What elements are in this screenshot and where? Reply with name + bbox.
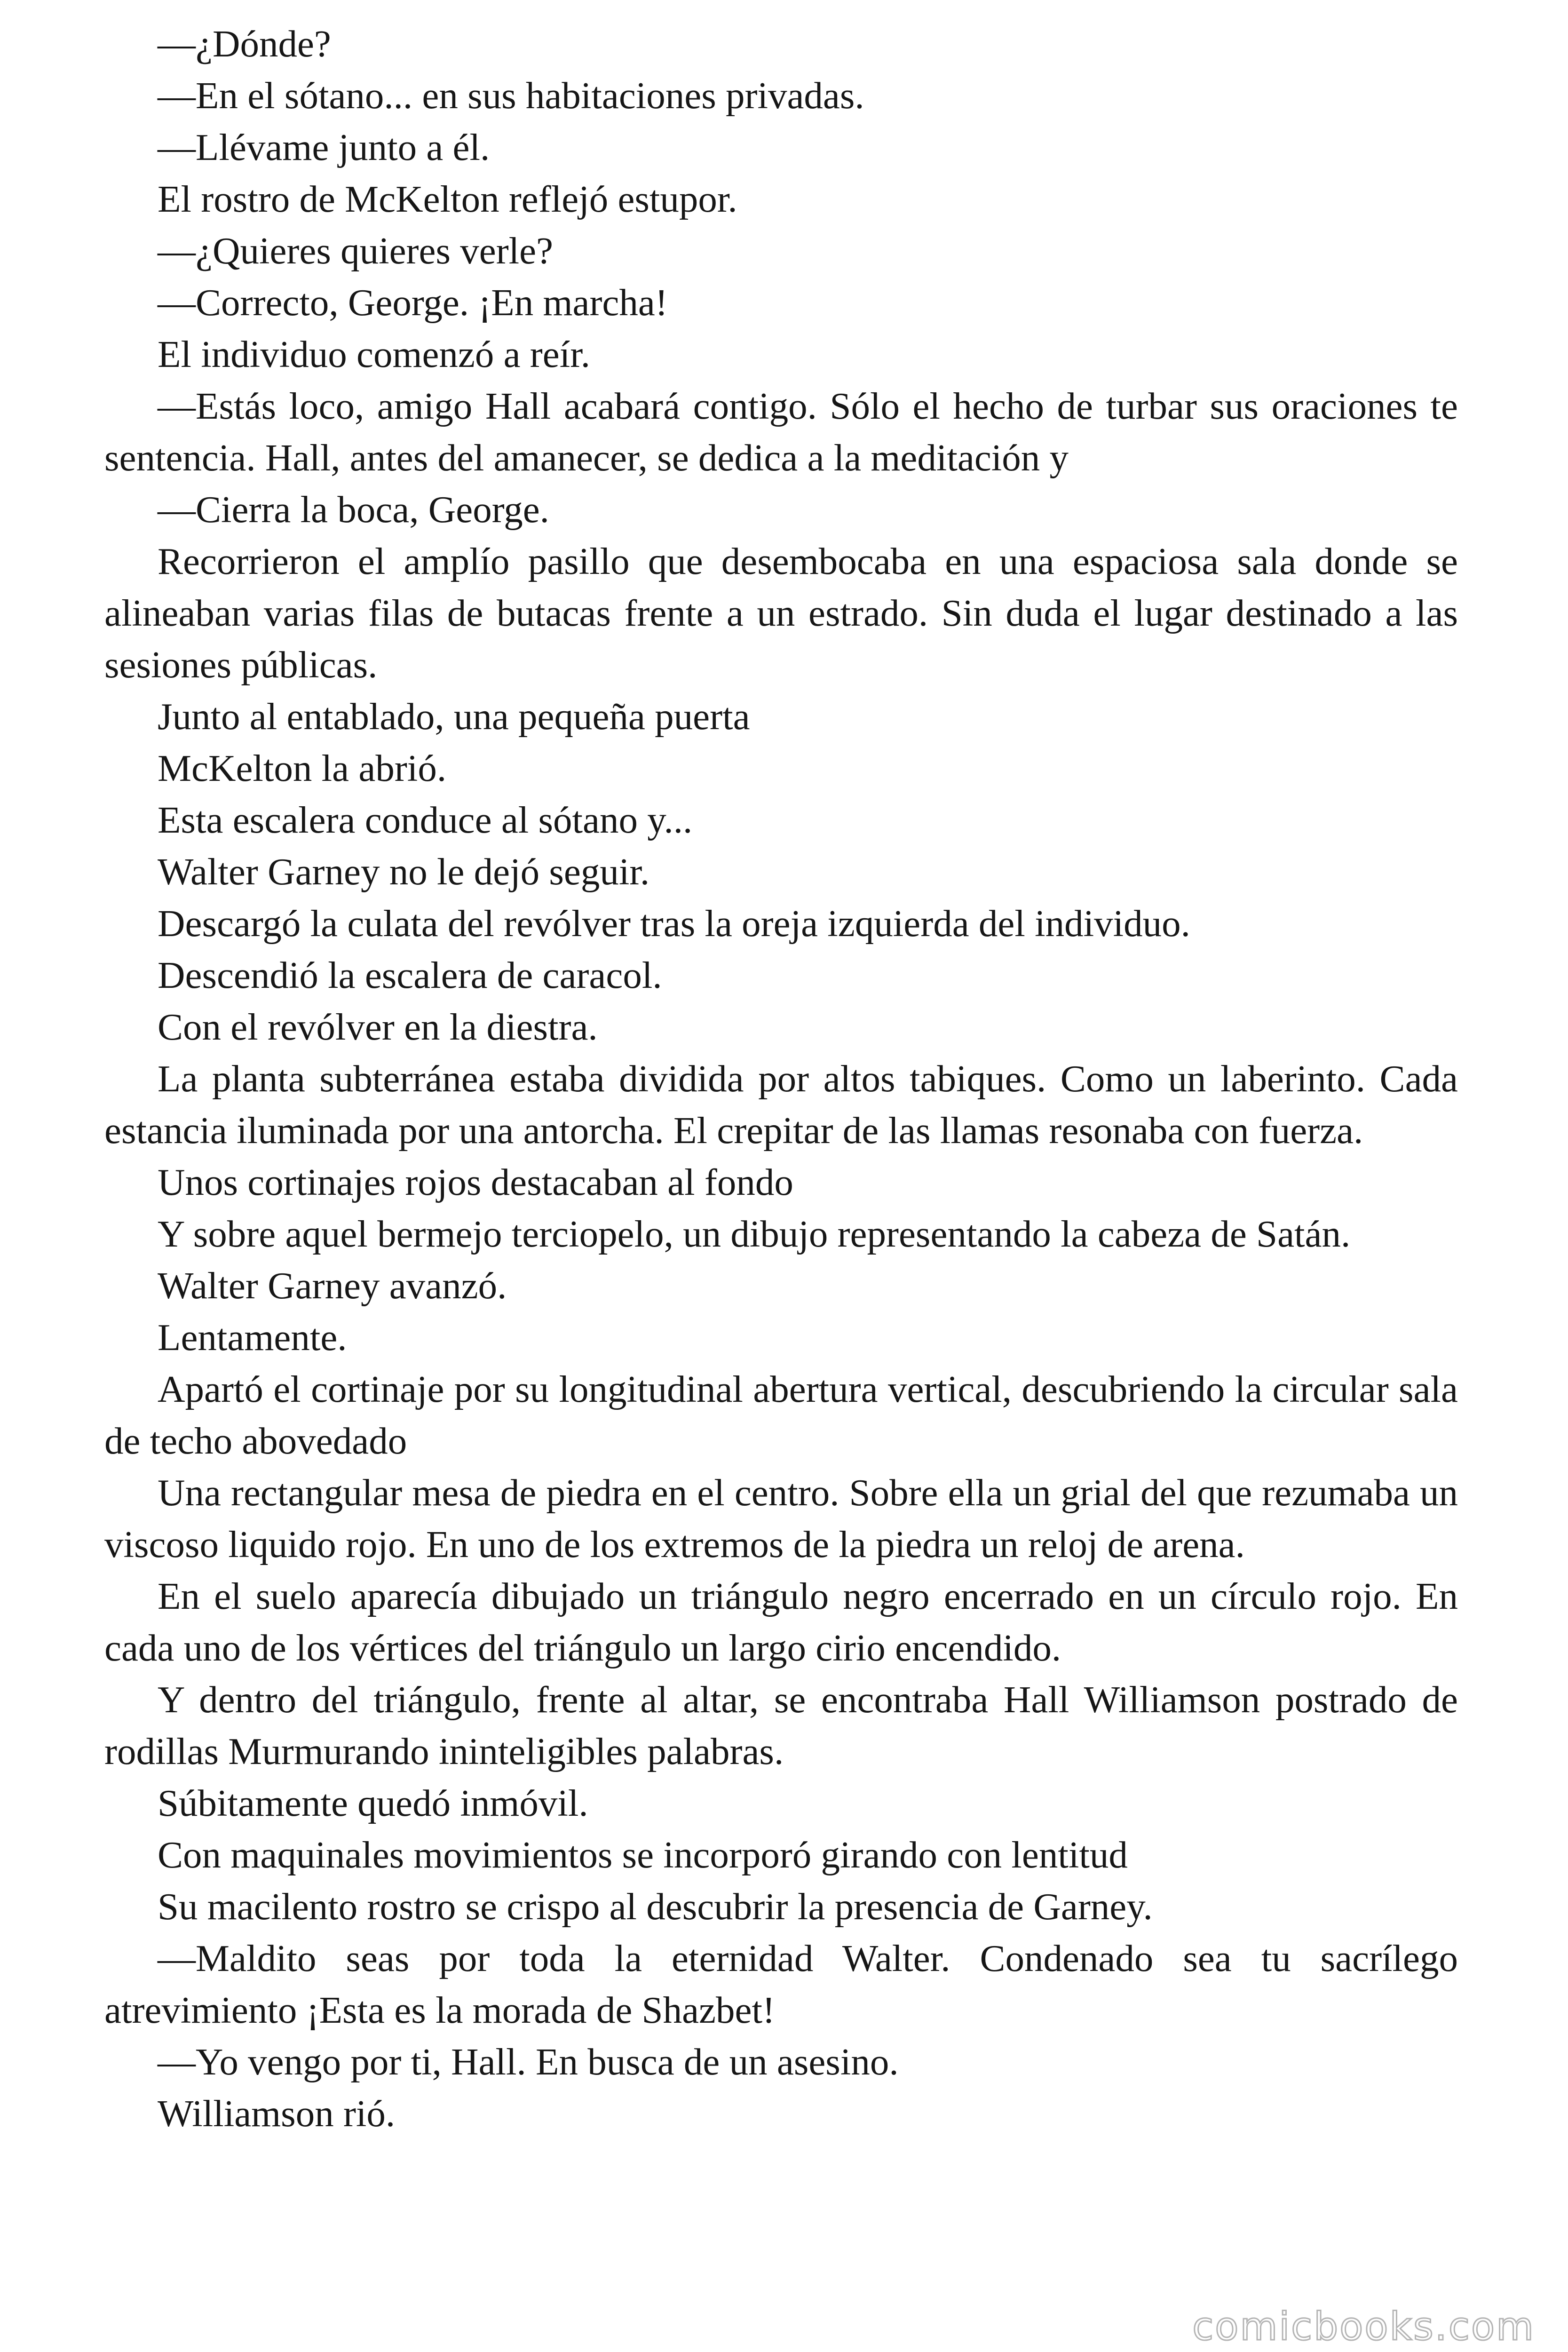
- paragraph: En el suelo aparecía dibujado un triángulo negro encerrado en un círculo rojo. En cada uno de los vértices del triángulo un largo cirio encendido.: [104, 1575, 1458, 1669]
- paragraph: Una rectangular mesa de piedra en el centro. Sobre ella un grial del que rezumaba un viscoso liquido rojo. En uno de los extremos de la piedra un reloj de arena.: [104, 1471, 1458, 1565]
- watermark: comicbooks.com: [1192, 2304, 1535, 2349]
- paragraph: —Maldito seas por toda la eternidad Walter. Condenado sea tu sacrílego atrevimiento ¡Esta es la morada de Shazbet!: [104, 1937, 1458, 2031]
- paragraph: —Estás loco, amigo Hall acabará contigo. Sólo el hecho de turbar sus oraciones te sentencia. Hall, antes del amanecer, se dedica a la meditación y: [104, 385, 1458, 479]
- paragraph: Y dentro del triángulo, frente al altar, se encontraba Hall Williamson postrado de rodillas Murmurando ininteligibles palabras.: [104, 1678, 1458, 1772]
- paragraph: —Correcto, George. ¡En marcha!: [158, 281, 668, 324]
- paragraph: Walter Garney no le dejó seguir.: [158, 850, 650, 893]
- paragraph: El individuo comenzó a reír.: [158, 333, 590, 375]
- paragraph: Y sobre aquel bermejo terciopelo, un dibujo representando la cabeza de Satán.: [158, 1213, 1351, 1255]
- page-text: [104, 18, 1458, 2139]
- paragraph: Apartó el cortinaje por su longitudinal abertura vertical, descubriendo la circular sala de techo abovedado: [104, 1368, 1458, 1462]
- paragraph: Walter Garney avanzó.: [158, 1264, 507, 1307]
- paragraph: Unos cortinajes rojos destacaban al fondo: [158, 1161, 793, 1203]
- paragraph: Esta escalera conduce al sótano y...: [158, 799, 693, 841]
- paragraph: Recorrieron el amplío pasillo que desembocaba en una espaciosa sala donde se alineaban varias filas de butacas frente a un estrado. Sin duda el lugar destinado a las sesiones públicas.: [104, 540, 1458, 686]
- paragraph: —Cierra la boca, George.: [158, 488, 549, 531]
- paragraph: —¿Quieres quieres verle?: [158, 230, 554, 272]
- paragraph: Lentamente.: [158, 1316, 347, 1359]
- paragraph: —En el sótano... en sus habitaciones privadas.: [158, 74, 864, 117]
- paragraph: Descendió la escalera de caracol.: [158, 954, 662, 996]
- paragraph: —¿Dónde?: [158, 23, 331, 65]
- paragraph: El rostro de McKelton reflejó estupor.: [158, 178, 737, 220]
- paragraph: Williamson rió.: [158, 2092, 396, 2135]
- paragraph: Junto al entablado, una pequeña puerta: [158, 695, 750, 738]
- paragraph: Descargó la culata del revólver tras la oreja izquierda del individuo.: [158, 902, 1190, 945]
- paragraph: Súbitamente quedó inmóvil.: [158, 1782, 588, 1824]
- paragraph: Con el revólver en la diestra.: [158, 1006, 598, 1048]
- paragraph: —Yo vengo por ti, Hall. En busca de un asesino.: [158, 2041, 899, 2083]
- paragraph: McKelton la abrió.: [158, 747, 447, 789]
- paragraph: La planta subterránea estaba dividida por altos tabiques. Como un laberinto. Cada estancia iluminada por una antorcha. El crepitar de las llamas resonaba con fuerza.: [104, 1057, 1458, 1152]
- paragraph: Con maquinales movimientos se incorporó girando con lentitud: [158, 1834, 1128, 1876]
- paragraph: Su macilento rostro se crispo al descubrir la presencia de Garney.: [158, 1885, 1153, 1928]
- paragraph: —Llévame junto a él.: [158, 126, 490, 168]
